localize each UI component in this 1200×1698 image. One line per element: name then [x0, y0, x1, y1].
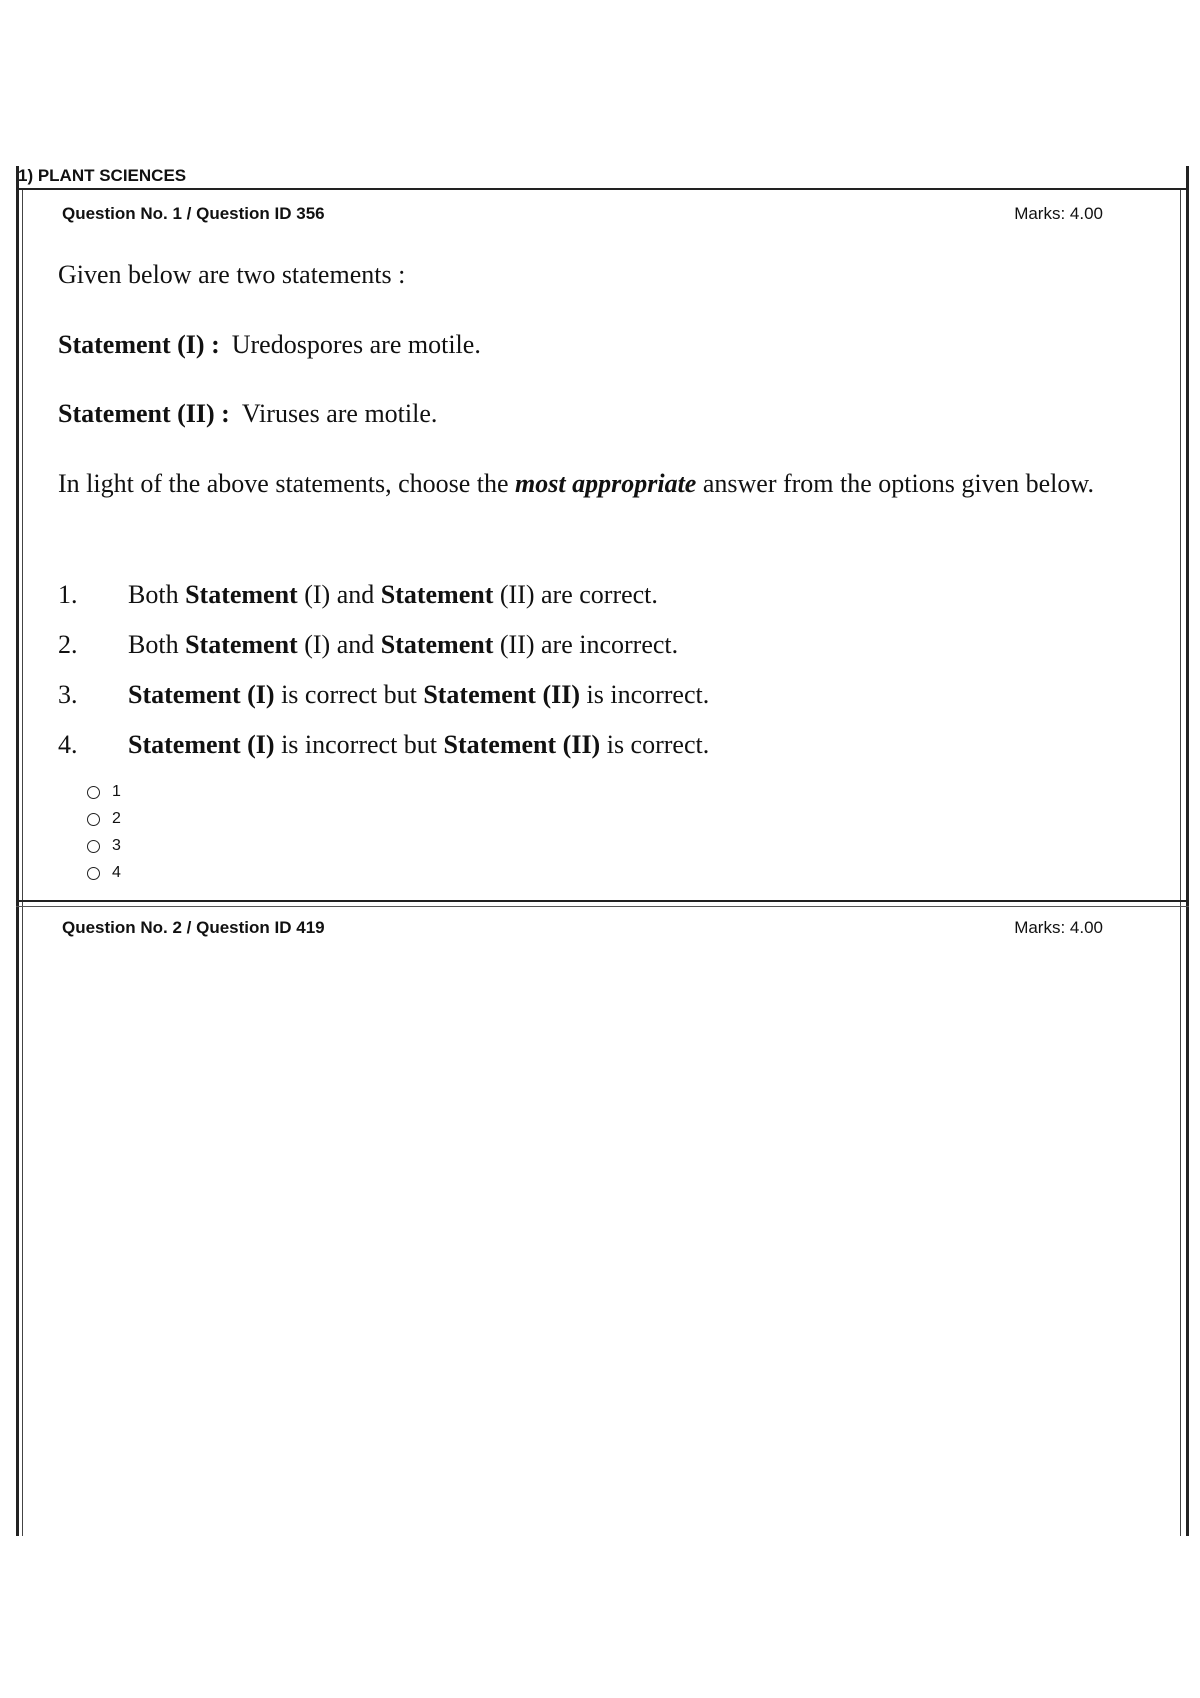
question-1-header: Question No. 1 / Question ID 356	[62, 204, 325, 223]
question-2-marks: Marks: 4.00	[1014, 918, 1103, 937]
option-4-number: 4.	[58, 730, 78, 759]
statement-2	[58, 397, 437, 431]
instruction-before: In light of the above statements, choose the	[58, 469, 516, 498]
question-divider	[16, 900, 1189, 907]
radio-button[interactable]	[87, 813, 100, 826]
option-2-text: Statement	[185, 630, 298, 659]
option-3-text: is incorrect.	[580, 680, 710, 709]
option-1-text: Statement	[380, 580, 494, 609]
statement-2-label: Statement (II) :	[58, 399, 230, 428]
option-2-text: Both	[128, 630, 186, 659]
option-3-number: 3.	[58, 680, 78, 709]
option-4	[58, 728, 709, 762]
option-2-text: (I) and	[297, 630, 381, 659]
radio-button[interactable]	[87, 786, 100, 799]
statement-1-label: Statement (I) :	[58, 330, 220, 359]
section-title: 1) PLANT SCIENCES	[18, 166, 187, 185]
answer-choice-3[interactable]	[87, 834, 121, 858]
answer-choice-label: 4	[112, 864, 121, 881]
option-2	[58, 628, 678, 662]
option-2-text: (II) are incorrect.	[493, 630, 679, 659]
frame-right-border	[1186, 166, 1189, 1536]
option-3-text: Statement (II)	[423, 680, 580, 709]
option-3-text: is correct but	[274, 680, 424, 709]
question-2-header: Question No. 2 / Question ID 419	[62, 918, 325, 937]
frame-left-border	[16, 166, 19, 1536]
radio-button[interactable]	[87, 867, 100, 880]
question-1-marks: Marks: 4.00	[1014, 204, 1103, 223]
answer-choice-label: 1	[112, 783, 121, 800]
option-1-text: Both	[128, 580, 186, 609]
option-1	[58, 578, 658, 612]
option-4-text: is incorrect but	[274, 730, 444, 759]
radio-button[interactable]	[87, 840, 100, 853]
option-1-text: Statement	[185, 580, 298, 609]
option-1-number: 1.	[58, 580, 78, 609]
option-2-number: 2.	[58, 630, 78, 659]
answer-choice-label: 3	[112, 837, 121, 854]
option-4-text: Statement (I)	[128, 730, 275, 759]
answer-choice-4[interactable]	[87, 861, 121, 885]
option-4-text: Statement (II)	[443, 730, 601, 759]
question-1-intro: Given below are two statements :	[58, 260, 406, 289]
question-1-instruction	[58, 467, 1138, 501]
option-3-text: Statement (I)	[128, 680, 275, 709]
statement-1	[58, 328, 481, 362]
section-divider	[16, 188, 1189, 190]
frame-left-inner-border	[22, 190, 23, 1536]
statement-1-text: Uredospores are motile.	[231, 330, 481, 359]
answer-choice-label: 2	[112, 810, 121, 827]
option-1-text: (I) and	[297, 580, 381, 609]
option-1-text: (II) are correct.	[493, 580, 658, 609]
option-3	[58, 678, 709, 712]
option-4-text: is correct.	[600, 730, 710, 759]
instruction-emphasis: most appropriate	[515, 469, 697, 498]
option-2-text: Statement	[380, 630, 494, 659]
frame-right-inner-border	[1180, 190, 1181, 1536]
answer-choice-2[interactable]	[87, 807, 121, 831]
answer-choice-1[interactable]	[87, 780, 121, 804]
statement-2-text: Viruses are motile.	[241, 399, 438, 428]
instruction-after: answer from the options given below.	[696, 469, 1094, 498]
